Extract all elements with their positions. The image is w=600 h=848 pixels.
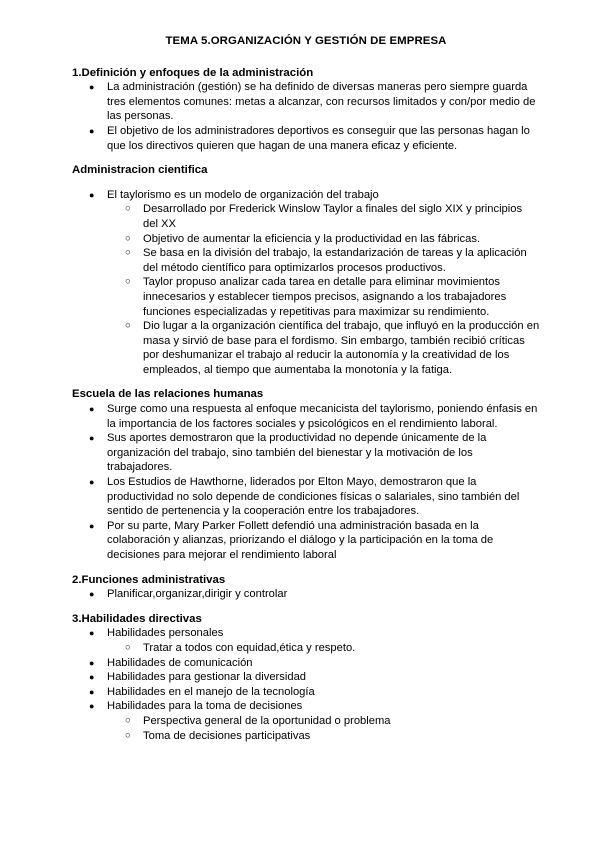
list-item: ● Habilidades para gestionar la diversidad: [89, 671, 307, 684]
list-item: ● Planificar,organizar,dirigir y controlar: [89, 588, 288, 601]
bullet-dot-icon: ●: [89, 125, 95, 136]
sub-list-item: ○ Tratar a todos con equidad,ética y respeto.: [125, 641, 356, 654]
sub-list-item: ○ Desarrollado por Frederick Winslow Taylor a finales del siglo XIX y principios del XX: [125, 203, 523, 230]
bullet-circle-icon: ○: [125, 276, 131, 288]
sub-bullet-list: [107, 714, 540, 743]
bullet-circle-icon: ○: [125, 203, 131, 215]
sub-bullet-list: [107, 202, 540, 377]
sub-list-item: ○ Se basa en la división del trabajo, la estandarización de tareas y la aplicación del método científico para optimizarlos procesos productivos.: [125, 247, 527, 274]
bullet-dot-icon: ●: [89, 686, 95, 697]
bullet-dot-icon: ●: [89, 189, 95, 200]
list-item: ● Habilidades en el manejo de la tecnología: [89, 685, 315, 698]
list-item: ● Habilidades de comunicación: [89, 656, 253, 669]
sub-list-item: ○ Objetivo de aumentar la eficiencia y la productividad en las fábricas.: [125, 232, 481, 245]
list-item: ● Por su parte, Mary Parker Follett defendió una administración basada en la colaboración y alianzas, priorizando el diálogo y la participación en la toma de decisiones para mejorar el rendimiento laboral: [89, 519, 494, 561]
section-heading-relaciones-humanas: Escuela de las relaciones humanas: [72, 388, 264, 401]
bullet-dot-icon: ●: [89, 589, 95, 600]
bullet-dot-icon: ●: [89, 657, 95, 668]
bullet-list: [72, 587, 540, 602]
section-heading-definicion: 1.Definición y enfoques de la administración: [72, 66, 314, 79]
sub-list-item: ○ Perspectiva general de la oportunidad o problema: [125, 714, 391, 727]
bullet-circle-icon: ○: [125, 729, 131, 741]
list-item: ● Surge como una respuesta al enfoque mecanicista del taylorismo, poniendo énfasis en la importancia de los factores sociales y psicológicos en el rendimiento laboral.: [89, 403, 538, 430]
bullet-dot-icon: ●: [89, 477, 95, 488]
bullet-dot-icon: ●: [89, 433, 95, 444]
bullet-dot-icon: ●: [89, 672, 95, 683]
list-item: ● Sus aportes demostraron que la productividad no depende únicamente de la organización del trabajo, sino también del bienestar y la motivación de los trabajadores.: [89, 432, 487, 474]
bullet-list: [72, 188, 540, 378]
list-item: ● Habilidades personales ○ Tratar a todos con equidad,ética y respeto.: [72, 626, 540, 655]
bullet-dot-icon: ●: [89, 82, 95, 93]
section-heading-cientifica: Administracion cientifica: [72, 164, 208, 177]
sub-list-item: ○ Toma de decisiones participativas: [125, 729, 311, 742]
sub-bullet-list: [107, 641, 540, 656]
bullet-circle-icon: ○: [125, 714, 131, 726]
bullet-list: [72, 80, 540, 153]
page-title: TEMA 5.ORGANIZACIÓN Y GESTIÓN DE EMPRESA: [165, 35, 447, 47]
sub-list-item: ○ Taylor propuso analizar cada tarea en detalle para eliminar movimientos innecesarios y establecer tiempos precisos, asignando a los trabajadores funciones especializadas y repetitivas para maximizar su rendimiento.: [125, 276, 507, 318]
bullet-dot-icon: ●: [89, 520, 95, 531]
section-heading-funciones: 2.Funciones administrativas: [72, 573, 226, 586]
bullet-dot-icon: ●: [89, 628, 95, 639]
bullet-circle-icon: ○: [125, 232, 131, 244]
bullet-circle-icon: ○: [125, 247, 131, 259]
list-item: ● Habilidades para la toma de decisiones ○ Perspectiva general de la oportunidad o problema ○ Toma de decisiones participativas: [72, 699, 540, 743]
section-heading-habilidades: 3.Habilidades directivas: [72, 612, 202, 625]
list-item: ● El objetivo de los administradores deportivos es conseguir que las personas hagan lo que los directivos quieren que hagan de una manera eficaz y eficiente.: [89, 124, 530, 152]
bullet-circle-icon: ○: [125, 641, 131, 653]
sub-list-item: ○ Dio lugar a la organización científica del trabajo, que influyó en la producción en masa y sirvió de base para el fordismo. Sin embargo, también recibió críticas por deshumanizar el trabajo al reducir la autonomía y la creatividad de los empleados, al tiempo que aumentaba la monotonía y la fatiga.: [125, 320, 540, 376]
bullet-list: [72, 626, 540, 743]
list-item: ● El taylorismo es un modelo de organización del trabajo ○ Desarrollado por Frederick Winslow Taylor a finales del siglo XIX y principios del XX ○ Objetivo de aumentar la eficiencia y la productividad en las fábricas. ○ Se basa en la división del trabajo, la estandarización de tareas y la aplicación del método científico para optimizarlos procesos productivos. ○ Taylor propuso analizar cada tarea en detalle para eliminar movimientos innecesarios y establecer tiempos precisos, asignando a los trabajadores funciones especializadas y repetitivas para maximizar su rendimiento. ○ Dio lugar a la organización científica del trabajo, que influyó en la producción en masa y sirvió de base para el fordismo. Sin embargo, también recibió críticas por deshumanizar el trabajo al reducir la autonomía y la creatividad de los empleados, al tiempo que aumentaba la monotonía y la fatiga.: [89, 188, 540, 376]
bullet-list: [72, 402, 540, 563]
list-item: ● Los Estudios de Hawthorne, liderados por Elton Mayo, demostraron que la productividad no solo depende de condiciones físicas o salariales, sino también del sentido de pertenencia y la cooperación entre los trabajadores.: [89, 476, 520, 518]
bullet-dot-icon: ●: [89, 701, 95, 712]
bullet-dot-icon: ●: [89, 404, 95, 415]
list-item: ● La administración (gestión) se ha definido de diversas maneras pero siempre guarda tres elementos comunes: metas a alcanzar, con recursos limitados y con/por medio de las personas.: [89, 81, 536, 123]
bullet-circle-icon: ○: [125, 320, 131, 332]
